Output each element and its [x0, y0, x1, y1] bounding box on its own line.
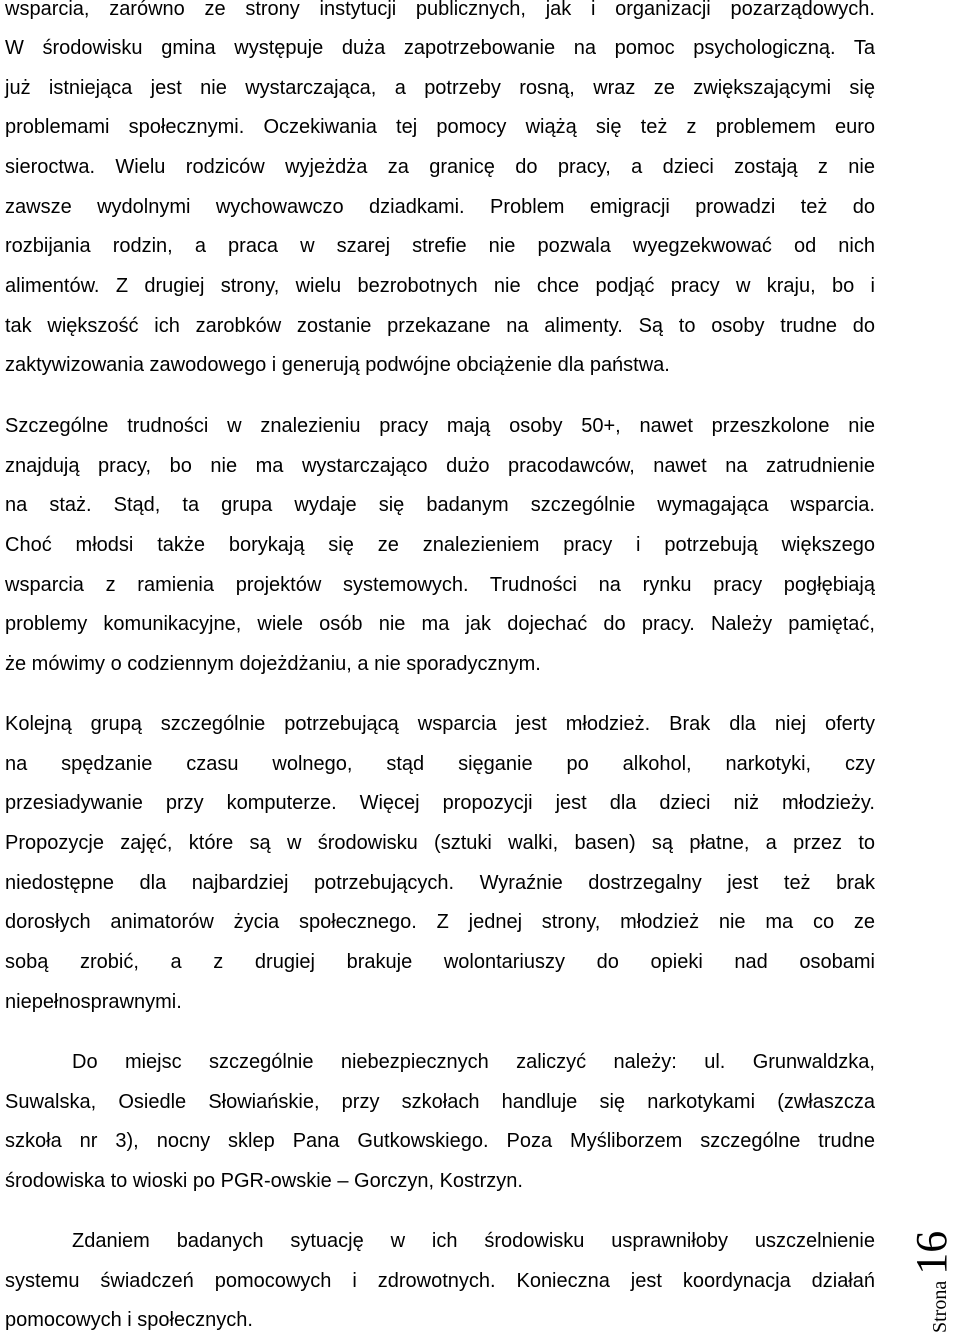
body-text-line: na staż. Stąd, ta grupa wydaje się badanym szczególnie wymagająca wsparcia. [5, 494, 875, 516]
body-text-line: wsparcia z ramienia projektów systemowych. Trudności na rynku pracy pogłębiają [5, 574, 875, 596]
body-text-line: niepełnosprawnymi. [5, 991, 182, 1013]
body-text-line: zaktywizowania zawodowego i generują podwójne obciążenie dla państwa. [5, 354, 670, 376]
body-text-line: wsparcia, zarówno ze strony instytucji publicznych, jak i organizacji pozarządowych. [5, 0, 875, 20]
body-text-line: rozbijania rodzin, a praca w szarej strefie nie pozwala wyegzekwować od nich [5, 235, 875, 257]
body-text-line: przesiadywanie przy komputerze. Więcej propozycji jest dla dzieci niż młodzieży. [5, 792, 875, 814]
body-text-line: Suwalska, Osiedle Słowiańskie, przy szkołach handluje się narkotykami (zwłaszcza [5, 1091, 875, 1113]
body-text-line: niedostępne dla najbardziej potrzebujących. Wyraźnie dostrzegalny jest też brak [5, 872, 875, 894]
body-text-line: zawsze wydolnymi wychowawczo dziadkami. Problem emigracji prowadzi też do [5, 196, 875, 218]
body-text-line: sieroctwa. Wielu rodziców wyjeżdża za granicę do pracy, a dzieci zostają z nie [5, 156, 875, 178]
body-text-line: tak większość ich zarobków zostanie przekazane na alimenty. Są to osoby trudne do [5, 315, 875, 337]
body-text-line: systemu świadczeń pomocowych i zdrowotnych. Konieczna jest koordynacja działań [5, 1270, 875, 1292]
body-text-line: sobą zrobić, a z drugiej brakuje wolontariuszy do opieki nad osobami [5, 951, 875, 973]
body-text-line: problemami społecznymi. Oczekiwania tej pomocy wiążą się też z problemem euro [5, 116, 875, 138]
body-text-line: znajdują pracy, bo nie ma wystarczająco dużo pracodawców, nawet na zatrudnienie [5, 455, 875, 477]
body-text-line: Szczególne trudności w znalezieniu pracy mają osoby 50+, nawet przeszkolone nie [5, 415, 875, 437]
body-text-line: że mówimy o codziennym dojeżdżaniu, a nie sporadycznym. [5, 653, 541, 675]
body-text-line: Propozycje zajęć, które są w środowisku (sztuki walki, basen) są płatne, a przez to [5, 832, 875, 854]
body-text-line: na spędzanie czasu wolnego, stąd sięganie po alkohol, narkotyki, czy [5, 753, 875, 775]
body-text-line: dorosłych animatorów życia społecznego. Z jednej strony, młodzież nie ma co ze [5, 911, 875, 933]
body-text-line: Zdaniem badanych sytuację w ich środowisku usprawniłoby uszczelnienie [72, 1230, 875, 1252]
body-text-line: problemy komunikacyjne, wiele osób nie ma jak dojechać do pracy. Należy pamiętać, [5, 613, 875, 635]
page-footer [907, 1203, 956, 1333]
body-text-line: alimentów. Z drugiej strony, wielu bezrobotnych nie chce podjąć pracy w kraju, bo i [5, 275, 875, 297]
body-text-line: środowiska to wioski po PGR-owskie – Gorczyn, Kostrzyn. [5, 1170, 523, 1192]
body-text-line: pomocowych i społecznych. [5, 1309, 253, 1331]
page-number: 16 [907, 1230, 956, 1275]
body-text-line: Kolejną grupą szczególnie potrzebującą wsparcia jest młodzież. Brak dla niej oferty [5, 713, 875, 735]
body-text-line: W środowisku gmina występuje duża zapotrzebowanie na pomoc psychologiczną. Ta [5, 37, 875, 59]
body-text-line: Choć młodsi także borykają się ze znalezieniem pracy i potrzebują większego [5, 534, 875, 556]
body-text-line: szkoła nr 3), nocny sklep Pana Gutkowskiego. Poza Myśliborzem szczególne trudne [5, 1130, 875, 1152]
body-text-line: już istniejąca jest nie wystarczająca, a potrzeby rosną, wraz ze zwiększającymi się [5, 77, 875, 99]
body-text-line: Do miejsc szczególnie niebezpiecznych zaliczyć należy: ul. Grunwaldzka, [72, 1051, 875, 1073]
page-label: Strona [929, 1280, 951, 1333]
